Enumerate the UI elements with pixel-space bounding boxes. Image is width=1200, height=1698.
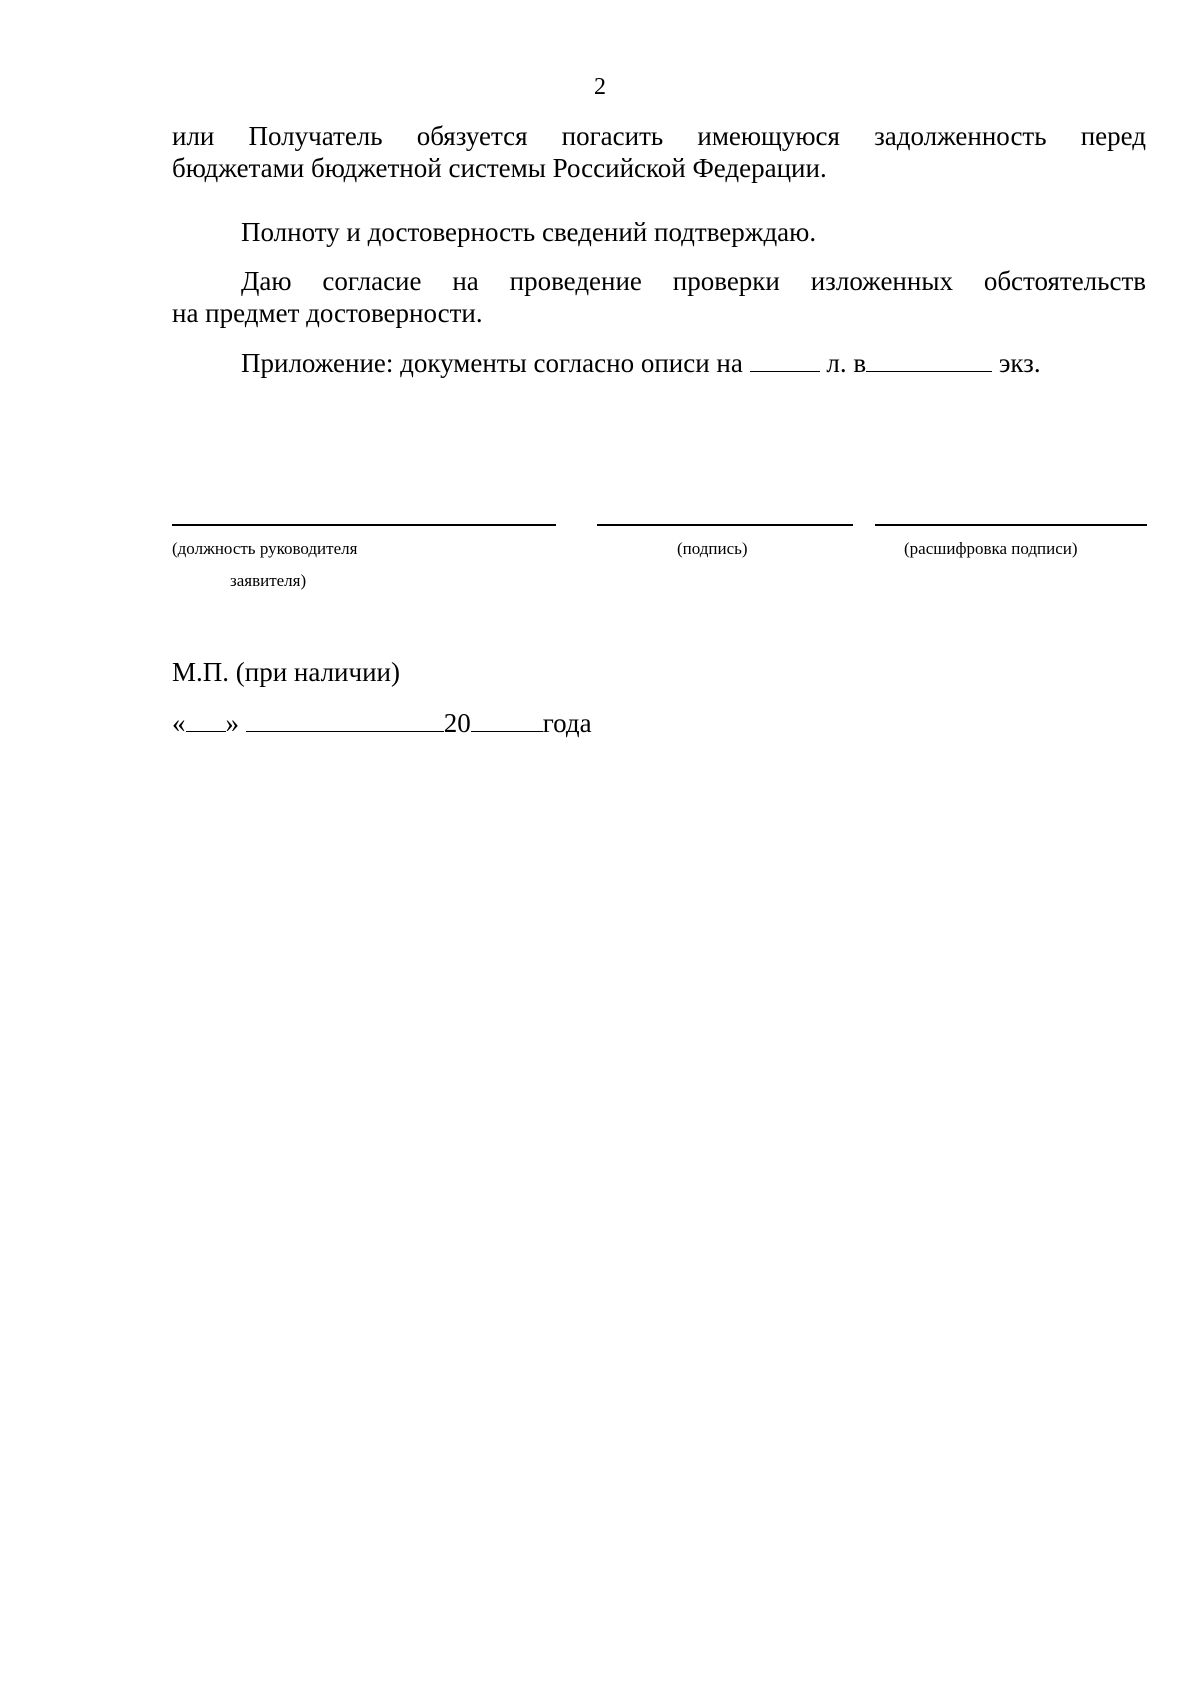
copies-count-blank[interactable]	[866, 345, 992, 372]
signature-caption: (подпись)	[677, 539, 748, 558]
page-number: 2	[594, 74, 606, 100]
date-suffix: года	[542, 708, 592, 738]
attachment-suffix: экз.	[998, 348, 1041, 378]
attachment-line	[172, 345, 1146, 379]
paragraph-consent-line-2: на предмет достоверности.	[172, 298, 483, 328]
position-caption-line-1: (должность руководителя	[172, 539, 358, 558]
position-signature-line[interactable]	[172, 524, 556, 526]
month-blank[interactable]	[246, 705, 444, 732]
signature-line[interactable]	[597, 524, 853, 526]
signature-decoding-caption: (расшифровка подписи)	[904, 539, 1078, 558]
day-blank[interactable]	[186, 705, 226, 732]
signature-decoding-line[interactable]	[875, 524, 1147, 526]
paragraph-consent	[172, 265, 1146, 329]
paragraph-debt	[172, 120, 1146, 184]
date-century: 20	[443, 708, 471, 738]
paragraph-confirmation: Полноту и достоверность сведений подтверждаю.	[241, 217, 817, 247]
sheets-count-blank[interactable]	[750, 345, 820, 372]
date-line	[172, 705, 592, 739]
paragraph-consent-line-1: Даю согласие на проведение проверки изложенных обстоятельств	[241, 266, 1146, 296]
paragraph-debt-line-1: или Получатель обязуется погасить имеющуюся задолженность перед	[172, 121, 1146, 151]
attachment-mid: л. в	[826, 348, 867, 378]
year-blank[interactable]	[471, 705, 543, 732]
paragraph-debt-line-2: бюджетами бюджетной системы Российской Федерации.	[172, 153, 827, 183]
position-caption-line-2: заявителя)	[230, 571, 307, 590]
date-close-quote: »	[225, 708, 239, 738]
attachment-prefix: Приложение: документы согласно описи на	[241, 348, 743, 378]
stamp-text: М.П. (при наличии)	[172, 657, 400, 687]
date-open-quote: «	[172, 708, 186, 738]
